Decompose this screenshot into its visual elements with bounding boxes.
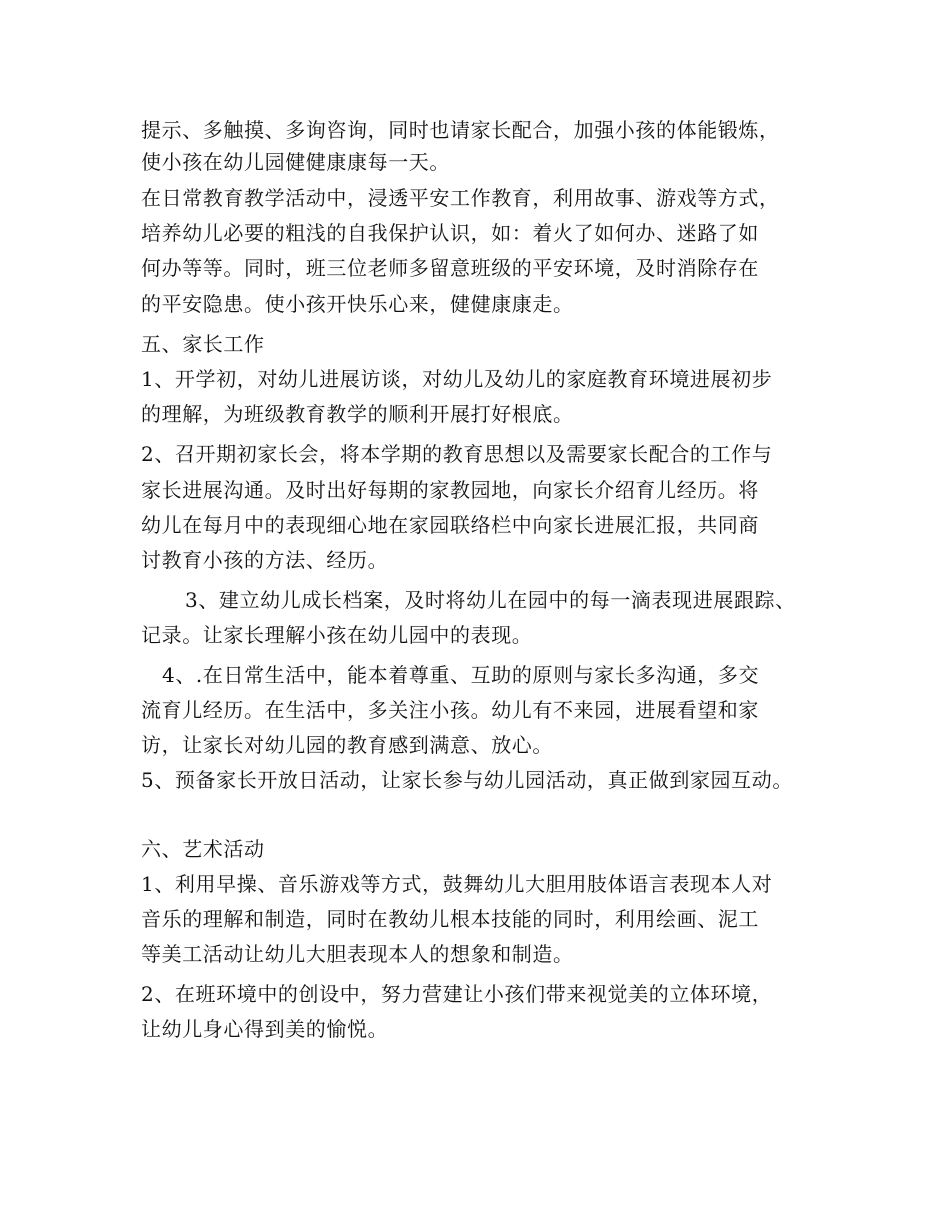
- paragraph-line: 访，让家长对幼儿园的教育感到满意、放心。: [141, 733, 553, 757]
- paragraph-line: 让幼儿身心得到美的愉悦。: [141, 1017, 389, 1041]
- paragraph-line: 2、在班环境中的创设中，努力营建让小孩们带来视觉美的立体环境，: [141, 982, 773, 1006]
- paragraph-line: 音乐的理解和制造，同时在教幼儿根本技能的同时，利用绘画、泥工: [141, 907, 759, 931]
- paragraph-line: 提示、多触摸、多询咨询，同时也请家长配合，加强小孩的体能锻炼，: [141, 118, 780, 142]
- paragraph-line: 培养幼儿必要的粗浅的自我保护认识，如：着火了如何办、迷路了如: [141, 221, 759, 245]
- paragraph-line: 何办等等。同时，班三位老师多留意班级的平安环境，及时消除存在: [141, 256, 759, 280]
- paragraph-line: 5、预备家长开放日活动，让家长参与幼儿园活动，真正做到家园互动。: [141, 768, 793, 792]
- paragraph-line: 3、建立幼儿成长档案，及时将幼儿在园中的每一滴表现进展跟踪、: [185, 588, 796, 612]
- paragraph-line: 幼儿在每月中的表现细心地在家园联络栏中向家长进展汇报，共同商: [141, 513, 759, 537]
- paragraph-line: 4、.在日常生活中，能本着尊重、互助的原则与家长多沟通，多交: [162, 663, 760, 687]
- paragraph-line: 1、开学初，对幼儿进展访谈，对幼儿及幼儿的家庭教育环境进展初步: [141, 367, 773, 391]
- paragraph-line: 1、利用早操、音乐游戏等方式，鼓舞幼儿大胆用肢体语言表现本人对: [141, 872, 773, 896]
- paragraph-line: 在日常教育教学活动中，浸透平安工作教育，利用故事、游戏等方式，: [141, 186, 780, 210]
- paragraph-line: 使小孩在幼儿园健健康康每一天。: [141, 150, 450, 174]
- paragraph-line: 家长进展沟通。及时出好每期的家教园地，向家长介绍育儿经历。将: [141, 478, 759, 502]
- paragraph-line: 的平安隐患。使小孩开快乐心来，健健康康走。: [141, 292, 574, 316]
- paragraph-line: 2、召开期初家长会，将本学期的教育思想以及需要家长配合的工作与: [141, 442, 773, 466]
- paragraph-line: 流育儿经历。在生活中，多关注小孩。幼儿有不来园，进展看望和家: [141, 698, 759, 722]
- paragraph-line: 的理解，为班级教育教学的顺利开展打好根底。: [141, 402, 574, 426]
- paragraph-line: 记录。让家长理解小孩在幼儿园中的表现。: [141, 623, 533, 647]
- section-heading: 六、艺术活动: [141, 837, 265, 861]
- paragraph-line: 讨教育小孩的方法、经历。: [141, 548, 389, 572]
- paragraph-line: 等美工活动让幼儿大胆表现本人的想象和制造。: [141, 942, 574, 966]
- section-heading: 五、家长工作: [141, 332, 265, 356]
